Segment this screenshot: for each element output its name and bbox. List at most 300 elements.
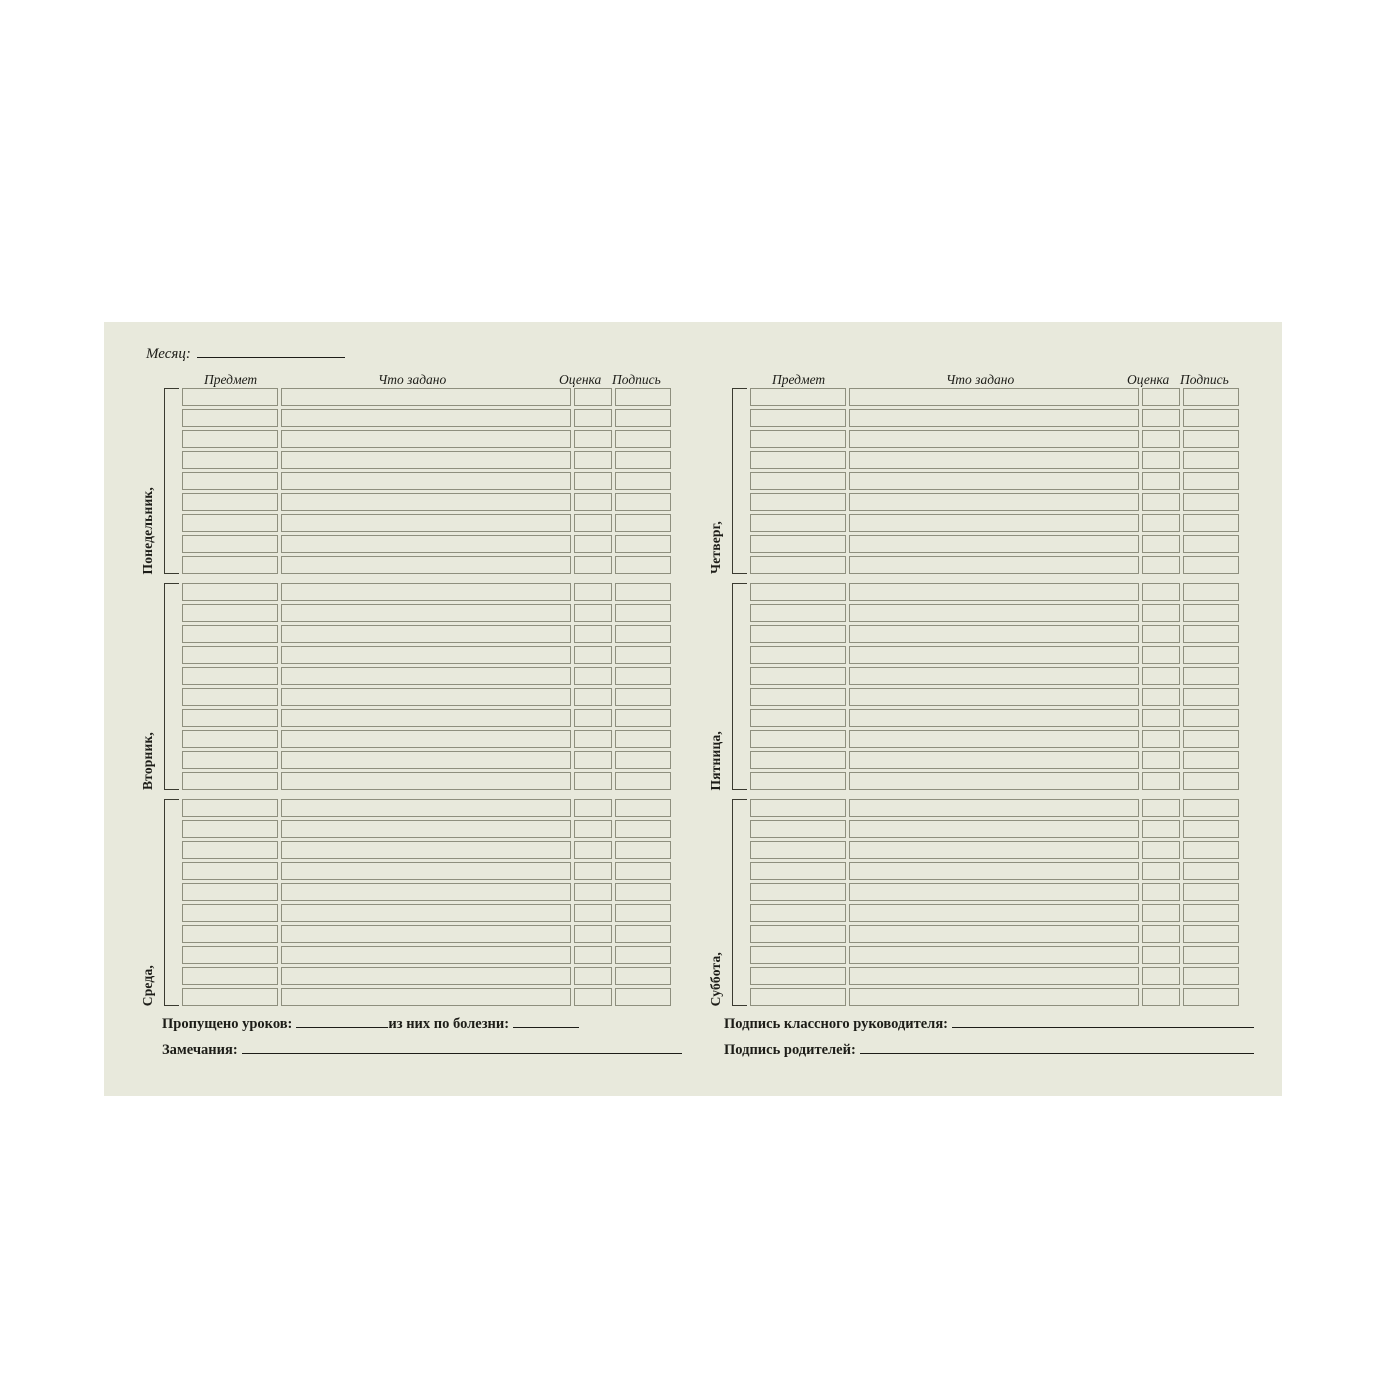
mark-cell[interactable] <box>574 841 612 859</box>
mark-cell[interactable] <box>574 883 612 901</box>
day-rows <box>750 388 1242 574</box>
day-brace <box>164 799 179 1006</box>
mark-cell[interactable] <box>1142 799 1180 817</box>
subject-cell[interactable] <box>182 667 278 685</box>
task-cell[interactable] <box>281 772 571 790</box>
signature-cell[interactable] <box>1183 772 1239 790</box>
subject-cell[interactable] <box>750 493 846 511</box>
signature-cell[interactable] <box>1183 751 1239 769</box>
task-cell[interactable] <box>281 604 571 622</box>
mark-cell[interactable] <box>1142 646 1180 664</box>
task-cell[interactable] <box>281 751 571 769</box>
task-cell[interactable] <box>281 667 571 685</box>
subject-cell[interactable] <box>750 388 846 406</box>
signature-cell[interactable] <box>615 472 671 490</box>
task-cell[interactable] <box>281 514 571 532</box>
mark-cell[interactable] <box>1142 904 1180 922</box>
table-row <box>182 493 674 511</box>
table-row <box>750 430 1242 448</box>
mark-cell[interactable] <box>1142 862 1180 880</box>
task-cell[interactable] <box>281 799 571 817</box>
mark-cell[interactable] <box>1142 820 1180 838</box>
illness-label: из них по болезни: <box>388 1016 510 1032</box>
subject-cell[interactable] <box>182 604 278 622</box>
task-cell[interactable] <box>281 730 571 748</box>
mark-cell[interactable] <box>1142 556 1180 574</box>
signature-cell[interactable] <box>615 751 671 769</box>
mark-cell[interactable] <box>574 862 612 880</box>
subject-cell[interactable] <box>750 514 846 532</box>
mark-cell[interactable] <box>1142 841 1180 859</box>
table-row <box>750 967 1242 985</box>
mark-cell[interactable] <box>574 772 612 790</box>
mark-cell[interactable] <box>574 730 612 748</box>
table-row <box>182 556 674 574</box>
table-row <box>182 625 674 643</box>
signature-cell[interactable] <box>615 388 671 406</box>
missed-lessons-row <box>162 1014 682 1033</box>
signature-cell[interactable] <box>615 688 671 706</box>
day-block <box>140 583 674 790</box>
signature-cell[interactable] <box>615 946 671 964</box>
task-cell[interactable] <box>281 556 571 574</box>
subject-cell[interactable] <box>750 646 846 664</box>
subject-cell[interactable] <box>750 925 846 943</box>
header-mark: Оценка <box>1127 372 1170 387</box>
task-cell[interactable] <box>281 409 571 427</box>
subject-cell[interactable] <box>182 862 278 880</box>
signature-cell[interactable] <box>1183 604 1239 622</box>
task-cell[interactable] <box>849 604 1139 622</box>
signature-cell[interactable] <box>615 730 671 748</box>
subject-cell[interactable] <box>182 493 278 511</box>
subject-cell[interactable] <box>182 409 278 427</box>
signature-cell[interactable] <box>1183 883 1239 901</box>
signature-cell[interactable] <box>1183 988 1239 1006</box>
table-row <box>182 751 674 769</box>
task-cell[interactable] <box>281 904 571 922</box>
mark-cell[interactable] <box>1142 751 1180 769</box>
task-cell[interactable] <box>849 820 1139 838</box>
missed-lessons-label: Пропущено уроков: <box>162 1016 293 1032</box>
task-cell[interactable] <box>849 472 1139 490</box>
subject-cell[interactable] <box>182 535 278 553</box>
table-row <box>182 862 674 880</box>
subject-cell[interactable] <box>750 967 846 985</box>
signature-cell[interactable] <box>1183 472 1239 490</box>
header-signature: Подпись <box>612 372 661 387</box>
table-row <box>750 667 1242 685</box>
signature-cell[interactable] <box>615 604 671 622</box>
mark-cell[interactable] <box>1142 493 1180 511</box>
footer-left <box>162 1014 682 1066</box>
signature-cell[interactable] <box>615 862 671 880</box>
task-cell[interactable] <box>281 583 571 601</box>
signature-cell[interactable] <box>1183 493 1239 511</box>
subject-cell[interactable] <box>750 472 846 490</box>
subject-cell[interactable] <box>182 688 278 706</box>
signature-cell[interactable] <box>1183 556 1239 574</box>
signature-cell[interactable] <box>1183 583 1239 601</box>
table-row <box>750 820 1242 838</box>
subject-cell[interactable] <box>182 988 278 1006</box>
signature-cell[interactable] <box>615 583 671 601</box>
signature-cell[interactable] <box>615 925 671 943</box>
mark-cell[interactable] <box>1142 667 1180 685</box>
subject-cell[interactable] <box>750 772 846 790</box>
signature-cell[interactable] <box>615 820 671 838</box>
subject-cell[interactable] <box>182 904 278 922</box>
signature-cell[interactable] <box>615 841 671 859</box>
mark-cell[interactable] <box>574 925 612 943</box>
subject-cell[interactable] <box>750 799 846 817</box>
task-cell[interactable] <box>849 883 1139 901</box>
parents-input[interactable] <box>860 1040 1254 1054</box>
subject-cell[interactable] <box>182 967 278 985</box>
task-cell[interactable] <box>281 688 571 706</box>
subject-cell[interactable] <box>182 772 278 790</box>
illness-input[interactable] <box>513 1014 579 1028</box>
task-cell[interactable] <box>849 583 1139 601</box>
table-row <box>750 730 1242 748</box>
task-cell[interactable] <box>849 988 1139 1006</box>
subject-cell[interactable] <box>182 430 278 448</box>
table-row <box>750 583 1242 601</box>
task-cell[interactable] <box>281 925 571 943</box>
subject-cell[interactable] <box>182 583 278 601</box>
subject-cell[interactable] <box>182 514 278 532</box>
subject-cell[interactable] <box>750 409 846 427</box>
footer-right <box>724 1014 1254 1066</box>
signature-cell[interactable] <box>615 772 671 790</box>
table-row <box>182 472 674 490</box>
table-row <box>182 646 674 664</box>
task-cell[interactable] <box>849 772 1139 790</box>
signature-cell[interactable] <box>1183 388 1239 406</box>
subject-cell[interactable] <box>182 709 278 727</box>
mark-cell[interactable] <box>1142 925 1180 943</box>
subject-cell[interactable] <box>750 688 846 706</box>
mark-cell[interactable] <box>574 388 612 406</box>
task-cell[interactable] <box>281 493 571 511</box>
task-cell[interactable] <box>849 925 1139 943</box>
mark-cell[interactable] <box>1142 625 1180 643</box>
mark-cell[interactable] <box>1142 988 1180 1006</box>
signature-cell[interactable] <box>1183 820 1239 838</box>
mark-cell[interactable] <box>1142 688 1180 706</box>
mark-cell[interactable] <box>574 535 612 553</box>
task-cell[interactable] <box>849 430 1139 448</box>
subject-cell[interactable] <box>750 946 846 964</box>
task-cell[interactable] <box>281 820 571 838</box>
signature-cell[interactable] <box>615 967 671 985</box>
subject-cell[interactable] <box>182 388 278 406</box>
month-field[interactable] <box>146 344 345 363</box>
signature-cell[interactable] <box>615 514 671 532</box>
subject-cell[interactable] <box>750 451 846 469</box>
task-cell[interactable] <box>849 556 1139 574</box>
subject-cell[interactable] <box>750 904 846 922</box>
table-row <box>750 451 1242 469</box>
header-task: Что задано <box>946 372 1015 387</box>
subject-cell[interactable] <box>750 862 846 880</box>
signature-cell[interactable] <box>1183 904 1239 922</box>
task-cell[interactable] <box>849 709 1139 727</box>
task-cell[interactable] <box>281 967 571 985</box>
signature-cell[interactable] <box>1183 967 1239 985</box>
parents-row <box>724 1040 1254 1059</box>
table-row <box>750 862 1242 880</box>
day-block <box>708 388 1242 574</box>
signature-cell[interactable] <box>1183 451 1239 469</box>
task-cell[interactable] <box>281 388 571 406</box>
signature-cell[interactable] <box>1183 799 1239 817</box>
subject-cell[interactable] <box>750 535 846 553</box>
subject-cell[interactable] <box>750 730 846 748</box>
mark-cell[interactable] <box>1142 409 1180 427</box>
subject-cell[interactable] <box>750 751 846 769</box>
day-block <box>708 583 1242 790</box>
day-label: Понедельник, <box>140 486 155 574</box>
subject-cell[interactable] <box>750 583 846 601</box>
task-cell[interactable] <box>849 625 1139 643</box>
mark-cell[interactable] <box>574 625 612 643</box>
task-cell[interactable] <box>849 451 1139 469</box>
subject-cell[interactable] <box>750 883 846 901</box>
subject-cell[interactable] <box>750 709 846 727</box>
remarks-input[interactable] <box>242 1040 682 1054</box>
mark-cell[interactable] <box>574 967 612 985</box>
day-brace <box>732 799 747 1006</box>
mark-cell[interactable] <box>1142 709 1180 727</box>
table-row <box>182 841 674 859</box>
subject-cell[interactable] <box>182 841 278 859</box>
mark-cell[interactable] <box>574 988 612 1006</box>
task-cell[interactable] <box>281 988 571 1006</box>
table-row <box>182 535 674 553</box>
mark-cell[interactable] <box>1142 772 1180 790</box>
mark-cell[interactable] <box>574 904 612 922</box>
table-row <box>182 583 674 601</box>
signature-cell[interactable] <box>1183 514 1239 532</box>
table-row <box>750 925 1242 943</box>
task-cell[interactable] <box>849 535 1139 553</box>
class-teacher-row <box>724 1014 1254 1033</box>
table-row <box>750 514 1242 532</box>
signature-cell[interactable] <box>615 904 671 922</box>
subject-cell[interactable] <box>750 988 846 1006</box>
signature-cell[interactable] <box>1183 730 1239 748</box>
task-cell[interactable] <box>281 451 571 469</box>
table-row <box>182 946 674 964</box>
signature-cell[interactable] <box>1183 667 1239 685</box>
month-input-rule[interactable] <box>197 344 345 358</box>
signature-cell[interactable] <box>615 409 671 427</box>
subject-cell[interactable] <box>182 625 278 643</box>
mark-cell[interactable] <box>1142 451 1180 469</box>
signature-cell[interactable] <box>615 451 671 469</box>
mark-cell[interactable] <box>574 430 612 448</box>
mark-cell[interactable] <box>1142 946 1180 964</box>
task-cell[interactable] <box>849 841 1139 859</box>
missed-lessons-input[interactable] <box>296 1014 388 1028</box>
task-cell[interactable] <box>281 535 571 553</box>
mark-cell[interactable] <box>574 493 612 511</box>
task-cell[interactable] <box>849 862 1139 880</box>
mark-cell[interactable] <box>574 556 612 574</box>
task-cell[interactable] <box>281 430 571 448</box>
signature-cell[interactable] <box>615 883 671 901</box>
day-label: Суббота, <box>708 951 723 1006</box>
subject-cell[interactable] <box>750 667 846 685</box>
signature-cell[interactable] <box>1183 625 1239 643</box>
subject-cell[interactable] <box>182 451 278 469</box>
signature-cell[interactable] <box>615 799 671 817</box>
signature-cell[interactable] <box>1183 709 1239 727</box>
signature-cell[interactable] <box>1183 862 1239 880</box>
task-cell[interactable] <box>849 730 1139 748</box>
task-cell[interactable] <box>281 472 571 490</box>
mark-cell[interactable] <box>574 751 612 769</box>
task-cell[interactable] <box>281 946 571 964</box>
task-cell[interactable] <box>849 667 1139 685</box>
table-row <box>750 841 1242 859</box>
signature-cell[interactable] <box>1183 535 1239 553</box>
signature-cell[interactable] <box>615 535 671 553</box>
subject-cell[interactable] <box>182 820 278 838</box>
mark-cell[interactable] <box>1142 472 1180 490</box>
table-row <box>750 646 1242 664</box>
mark-cell[interactable] <box>574 646 612 664</box>
mark-cell[interactable] <box>1142 730 1180 748</box>
subject-cell[interactable] <box>750 430 846 448</box>
task-cell[interactable] <box>849 967 1139 985</box>
table-row <box>750 556 1242 574</box>
subject-cell[interactable] <box>182 472 278 490</box>
task-cell[interactable] <box>849 388 1139 406</box>
signature-cell[interactable] <box>615 988 671 1006</box>
table-row <box>182 688 674 706</box>
table-row <box>182 925 674 943</box>
task-cell[interactable] <box>281 709 571 727</box>
task-cell[interactable] <box>281 841 571 859</box>
signature-cell[interactable] <box>1183 841 1239 859</box>
day-brace <box>164 388 179 574</box>
mark-cell[interactable] <box>574 946 612 964</box>
task-cell[interactable] <box>849 799 1139 817</box>
mark-cell[interactable] <box>1142 583 1180 601</box>
task-cell[interactable] <box>849 493 1139 511</box>
mark-cell[interactable] <box>574 604 612 622</box>
subject-cell[interactable] <box>182 646 278 664</box>
signature-cell[interactable] <box>1183 688 1239 706</box>
mark-cell[interactable] <box>1142 604 1180 622</box>
subject-cell[interactable] <box>182 799 278 817</box>
class-teacher-label: Подпись классного руководителя: <box>724 1016 948 1032</box>
task-cell[interactable] <box>849 688 1139 706</box>
signature-cell[interactable] <box>615 556 671 574</box>
signature-cell[interactable] <box>1183 409 1239 427</box>
mark-cell[interactable] <box>574 709 612 727</box>
subject-cell[interactable] <box>750 841 846 859</box>
task-cell[interactable] <box>849 904 1139 922</box>
subject-cell[interactable] <box>182 751 278 769</box>
table-row <box>182 451 674 469</box>
task-cell[interactable] <box>281 883 571 901</box>
table-row <box>750 388 1242 406</box>
mark-cell[interactable] <box>574 820 612 838</box>
subject-cell[interactable] <box>750 820 846 838</box>
mark-cell[interactable] <box>1142 883 1180 901</box>
signature-cell[interactable] <box>1183 925 1239 943</box>
day-label: Вторник, <box>140 731 155 790</box>
subject-cell[interactable] <box>182 946 278 964</box>
task-cell[interactable] <box>849 514 1139 532</box>
mark-cell[interactable] <box>574 688 612 706</box>
signature-cell[interactable] <box>615 430 671 448</box>
signature-cell[interactable] <box>615 667 671 685</box>
signature-cell[interactable] <box>1183 946 1239 964</box>
mark-cell[interactable] <box>1142 535 1180 553</box>
signature-cell[interactable] <box>615 493 671 511</box>
task-cell[interactable] <box>281 625 571 643</box>
mark-cell[interactable] <box>574 472 612 490</box>
diary-page <box>104 322 1282 1096</box>
mark-cell[interactable] <box>1142 388 1180 406</box>
class-teacher-input[interactable] <box>952 1014 1254 1028</box>
day-brace <box>164 583 179 790</box>
mark-cell[interactable] <box>574 667 612 685</box>
table-row <box>182 820 674 838</box>
right-page-half <box>708 370 1242 1015</box>
subject-cell[interactable] <box>182 883 278 901</box>
subject-cell[interactable] <box>750 625 846 643</box>
task-cell[interactable] <box>849 409 1139 427</box>
mark-cell[interactable] <box>574 409 612 427</box>
table-row <box>750 799 1242 817</box>
signature-cell[interactable] <box>1183 430 1239 448</box>
parents-label: Подпись родителей: <box>724 1042 856 1058</box>
subject-cell[interactable] <box>182 556 278 574</box>
task-cell[interactable] <box>849 751 1139 769</box>
signature-cell[interactable] <box>615 646 671 664</box>
mark-cell[interactable] <box>574 451 612 469</box>
subject-cell[interactable] <box>750 556 846 574</box>
signature-cell[interactable] <box>1183 646 1239 664</box>
day-rows <box>750 583 1242 790</box>
day-brace <box>732 583 747 790</box>
task-cell[interactable] <box>281 646 571 664</box>
signature-cell[interactable] <box>615 625 671 643</box>
subject-cell[interactable] <box>182 730 278 748</box>
remarks-label: Замечания: <box>162 1042 238 1058</box>
subject-cell[interactable] <box>750 604 846 622</box>
task-cell[interactable] <box>281 862 571 880</box>
task-cell[interactable] <box>849 646 1139 664</box>
table-row <box>750 535 1242 553</box>
task-cell[interactable] <box>849 946 1139 964</box>
table-row <box>750 751 1242 769</box>
signature-cell[interactable] <box>615 709 671 727</box>
mark-cell[interactable] <box>574 583 612 601</box>
mark-cell[interactable] <box>1142 514 1180 532</box>
subject-cell[interactable] <box>182 925 278 943</box>
mark-cell[interactable] <box>574 799 612 817</box>
mark-cell[interactable] <box>1142 967 1180 985</box>
mark-cell[interactable] <box>1142 430 1180 448</box>
mark-cell[interactable] <box>574 514 612 532</box>
table-row <box>750 883 1242 901</box>
